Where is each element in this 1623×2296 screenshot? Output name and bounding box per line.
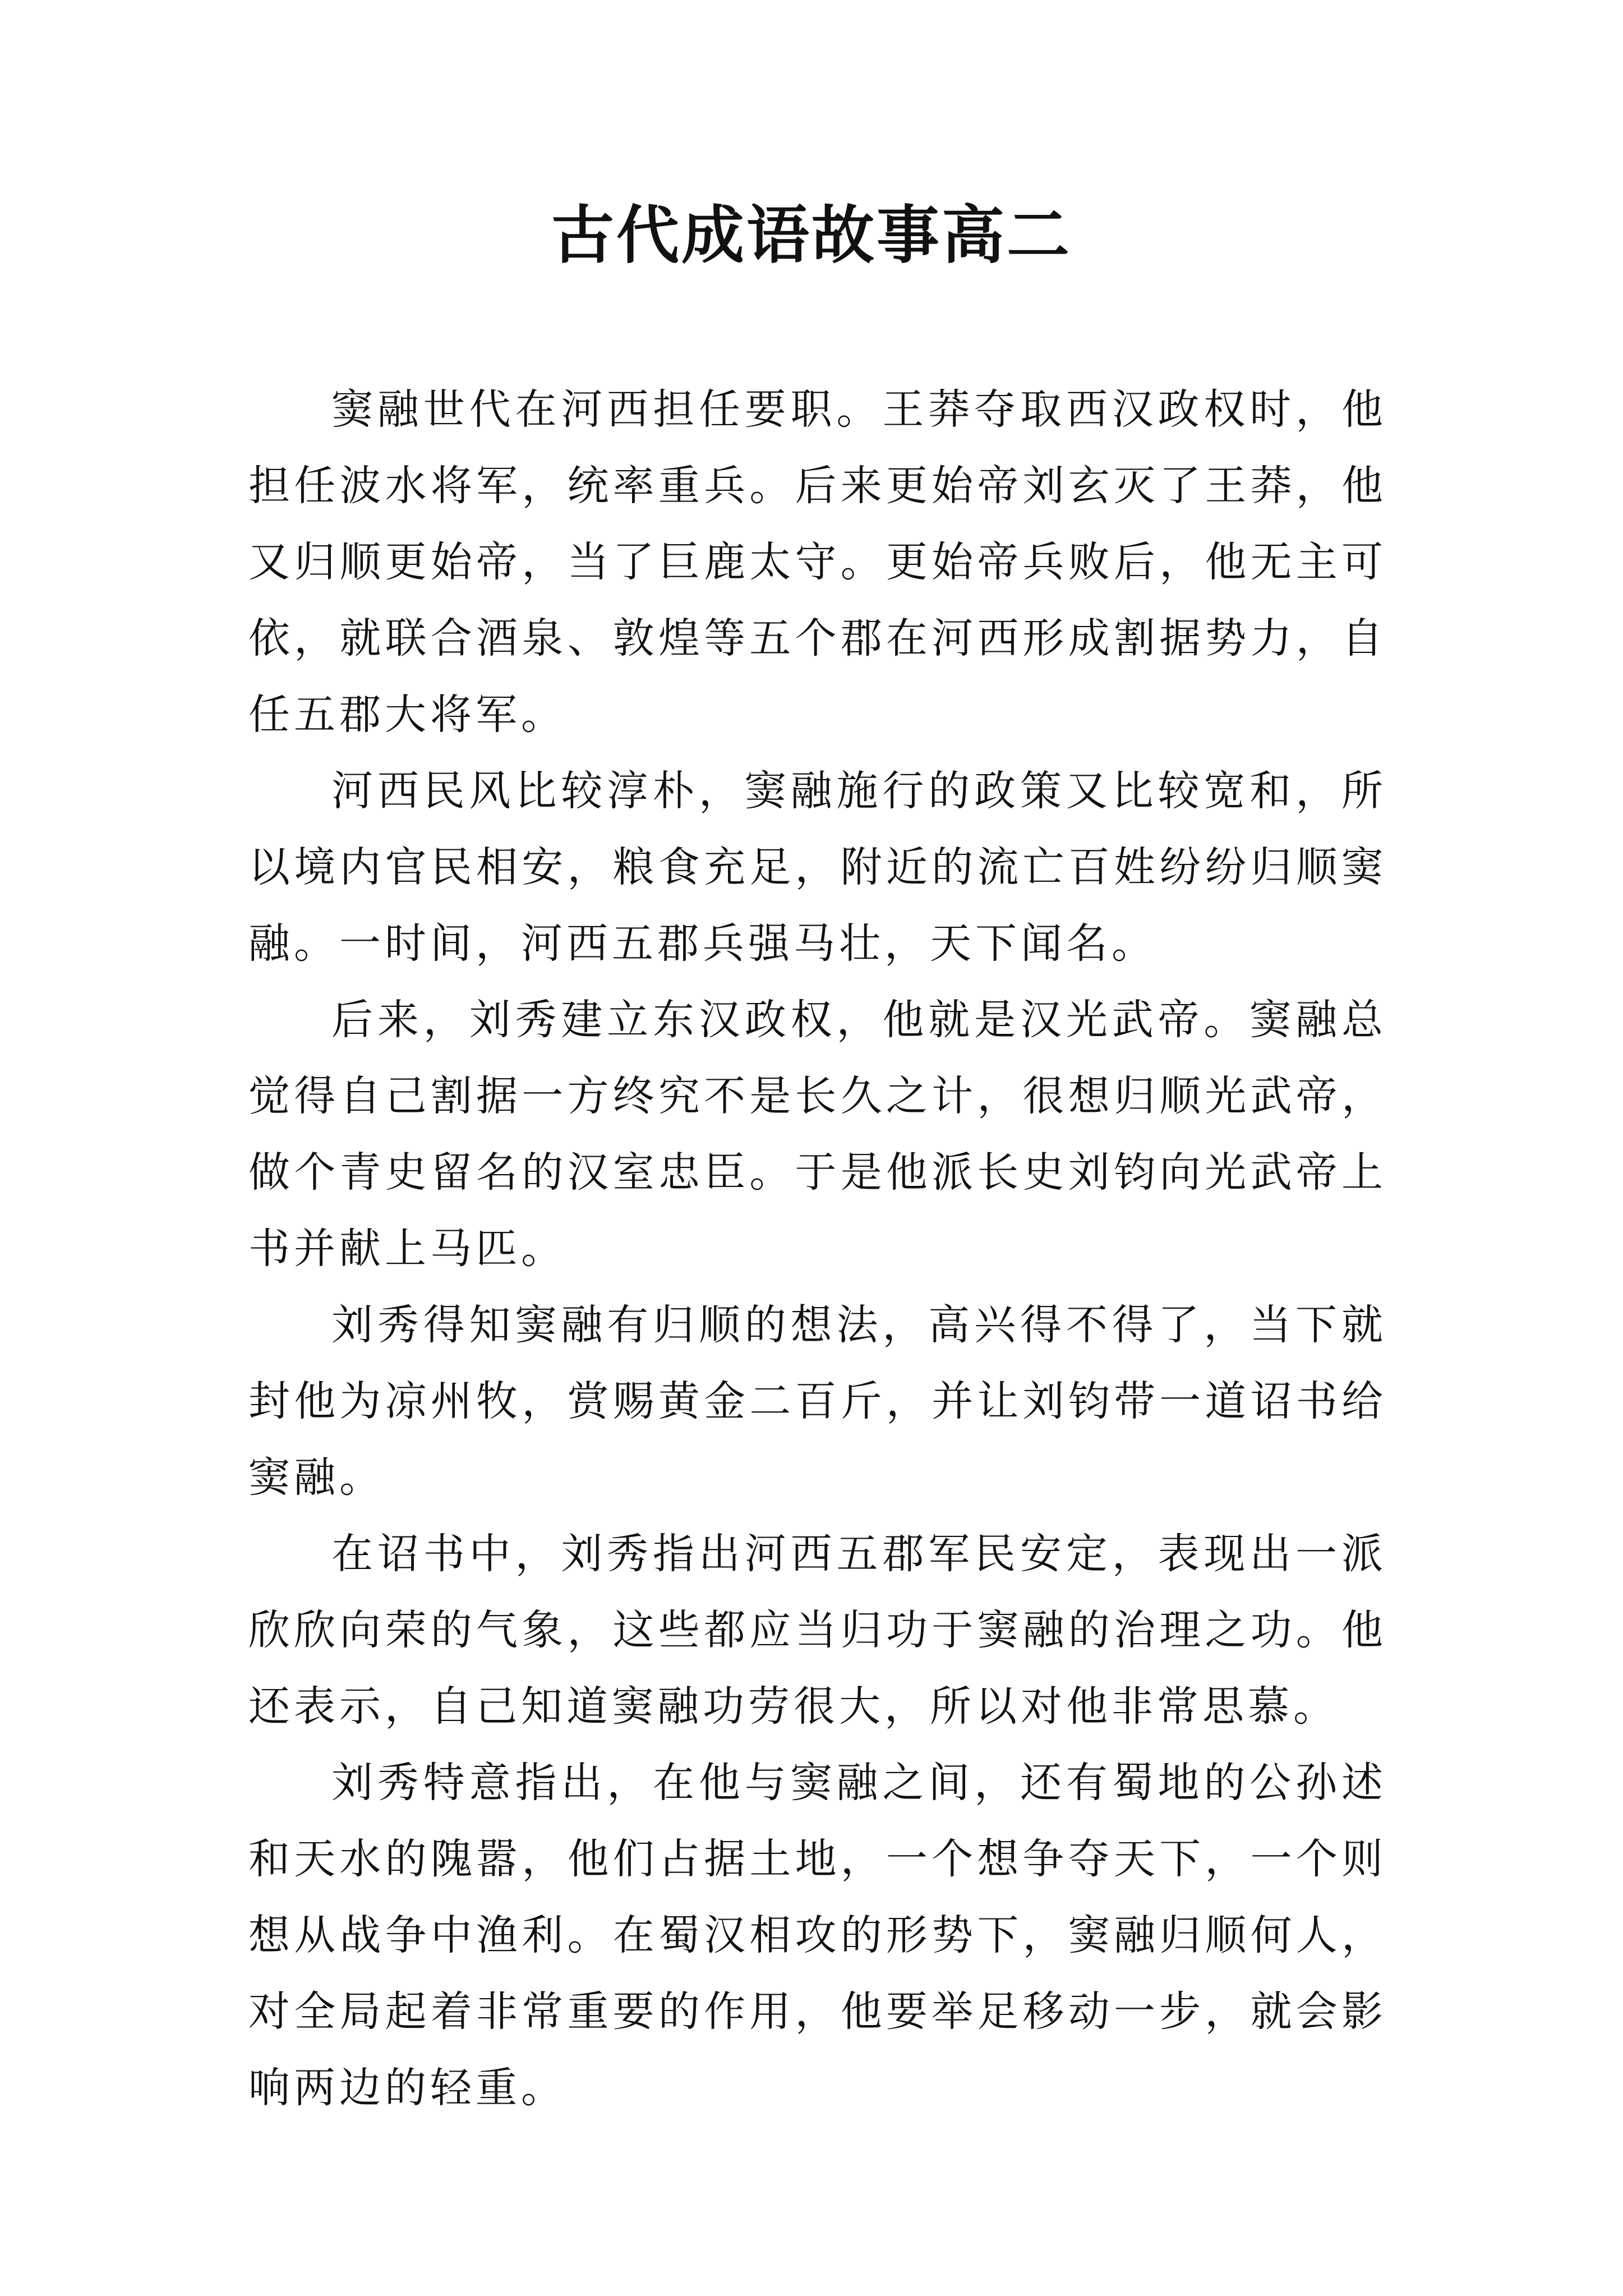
paragraph-2: 河西民风比较淳朴，窦融施行的政策又比较宽和，所以境内官民相安，粮食充足，附近的流亡百姓纷纷归顺窦融。一时间，河西五郡兵强马壮，天下闻名。: [248, 767, 1387, 968]
paragraph-5: 在诏书中，刘秀指出河西五郡军民安定，表现出一派欣欣向荣的气象，这些都应当归功于窦融的治理之功。他还表示，自己知道窦融功劳很大，所以对他非常思慕。: [248, 1530, 1387, 1731]
document-title: 古代成语故事高二: [551, 199, 1072, 272]
paragraph-3: 后来，刘秀建立东汉政权，他就是汉光武帝。窦融总觉得自己割据一方终究不是长久之计，很想归顺光武帝，做个青史留名的汉室忠臣。于是他派长史刘钧向光武帝上书并献上马匹。: [248, 996, 1387, 1273]
paragraph-4: 刘秀得知窦融有归顺的想法，高兴得不得了，当下就封他为凉州牧，赏赐黄金二百斤，并让刘钧带一道诏书给窦融。: [248, 1301, 1387, 1502]
paragraph-6: 刘秀特意指出，在他与窦融之间，还有蜀地的公孙述和天水的隗嚣，他们占据土地，一个想争夺天下，一个则想从战争中渔利。在蜀汉相攻的形势下，窦融归顺何人，对全局起着非常重要的作用，他要举足移动一步，就会影响两边的轻重。: [248, 1759, 1387, 2112]
document-body: [248, 371, 1387, 2126]
paragraph-1: 窦融世代在河西担任要职。王莽夺取西汉政权时，他担任波水将军，统率重兵。后来更始帝刘玄灭了王莽，他又归顺更始帝，当了巨鹿太守。更始帝兵败后，他无主可依，就联合酒泉、敦煌等五个郡在河西形成割据势力，自任五郡大将军。: [248, 385, 1387, 739]
